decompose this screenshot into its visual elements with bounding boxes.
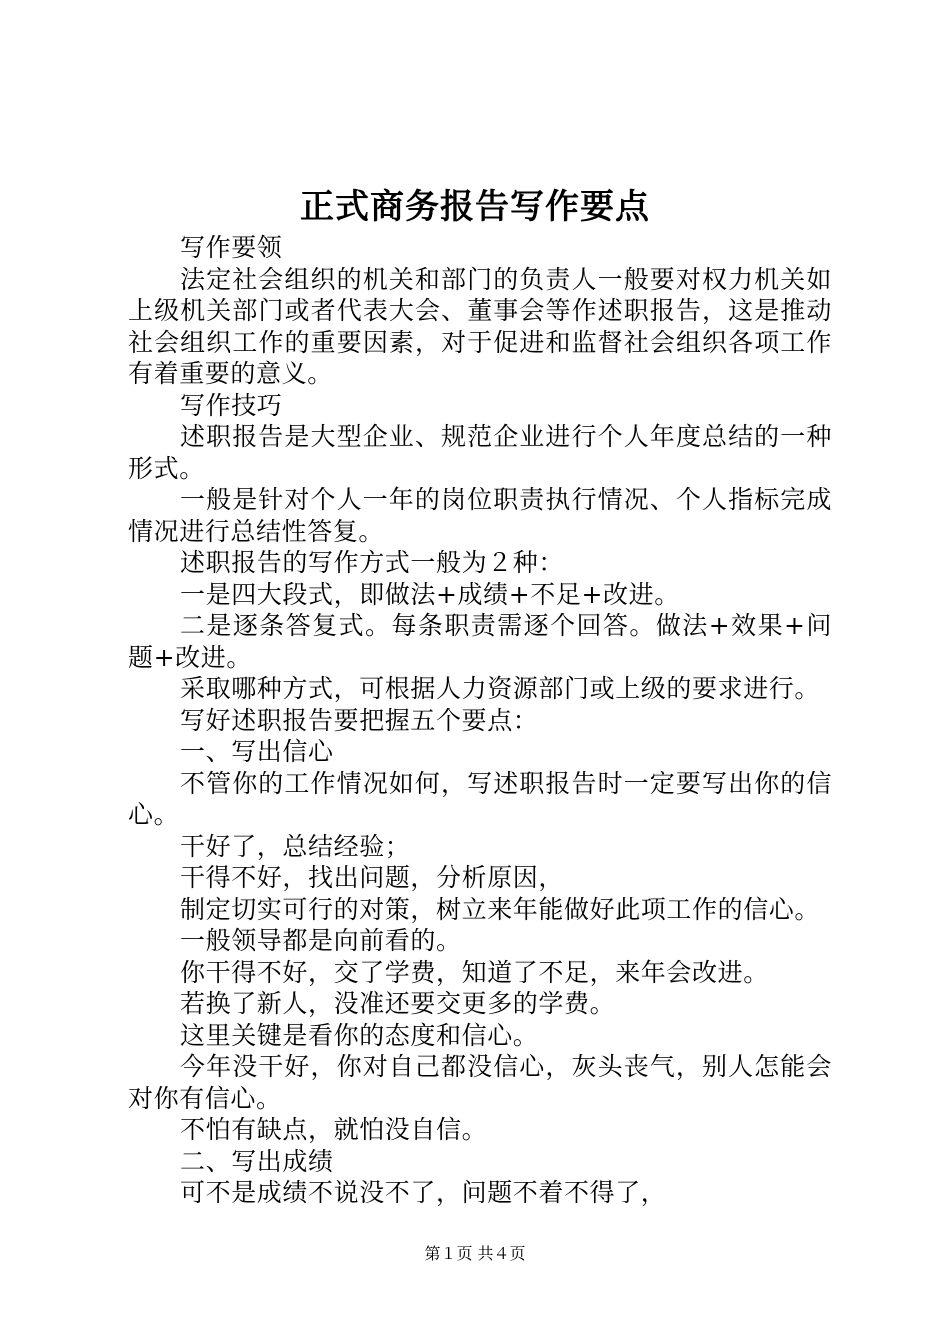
paragraph: 二是逐条答复式。每条职责需逐个回答。做法+效果+问题+改进。	[128, 611, 832, 672]
paragraph: 一、写出信心	[180, 737, 334, 766]
paragraph: 不怕有缺点，就怕没自信。	[180, 1115, 488, 1144]
paragraph: 制定切实可行的对策，树立来年能做好此项工作的信心。	[180, 894, 821, 924]
paragraph: 这里关键是看你的态度和信心。	[180, 1020, 539, 1050]
paragraph: 今年没干好，你对自己都没信心，灰头丧气，别人怎能会对你有信心。	[128, 1052, 832, 1113]
paragraph: 法定社会组织的机关和部门的负责人一般要对权力机关如上级机关部门或者代表大会、董事会等作述职报告，这是推动社会组织工作的重要因素，对于促进和监督社会组织各项工作有着重要的意义。	[128, 264, 832, 388]
paragraph: 二、写出成绩	[180, 1146, 334, 1176]
paragraph: 不管你的工作情况如何，写述职报告时一定要写出你的信心。	[128, 768, 832, 829]
paragraph: 若换了新人，没准还要交更多的学费。	[180, 989, 616, 1018]
paragraph: 采取哪种方式，可根据人力资源部门或上级的要求进行。	[180, 674, 821, 703]
paragraph: 你干得不好，交了学费，知道了不足，来年会改进。	[180, 957, 769, 987]
document-body	[128, 232, 832, 1209]
paragraph: 干得不好，找出问题，分析原因，	[180, 863, 565, 892]
paragraph: 述职报告是大型企业、规范企业进行个人年度总结的一种形式。	[128, 422, 832, 483]
paragraph: 写作技巧	[180, 390, 283, 420]
paragraph: 可不是成绩不说没不了，问题不着不得了，	[180, 1178, 667, 1207]
paragraph: 述职报告的写作方式一般为２种：	[180, 548, 565, 577]
paragraph: 一般是针对个人一年的岗位职责执行情况、个人指标完成情况进行总结性答复。	[128, 485, 832, 546]
page-footer: 第１页 共４页	[424, 1244, 526, 1263]
paragraph: 一般领导都是向前看的。	[180, 926, 462, 955]
paragraph: 写好述职报告要把握五个要点：	[180, 705, 539, 735]
paragraph: 一是四大段式，即做法+成绩+不足+改进。	[180, 579, 680, 609]
paragraph: 写作要领	[180, 233, 283, 262]
document-title: 正式商务报告写作要点	[300, 187, 650, 227]
paragraph: 干好了，总结经验；	[180, 831, 411, 861]
